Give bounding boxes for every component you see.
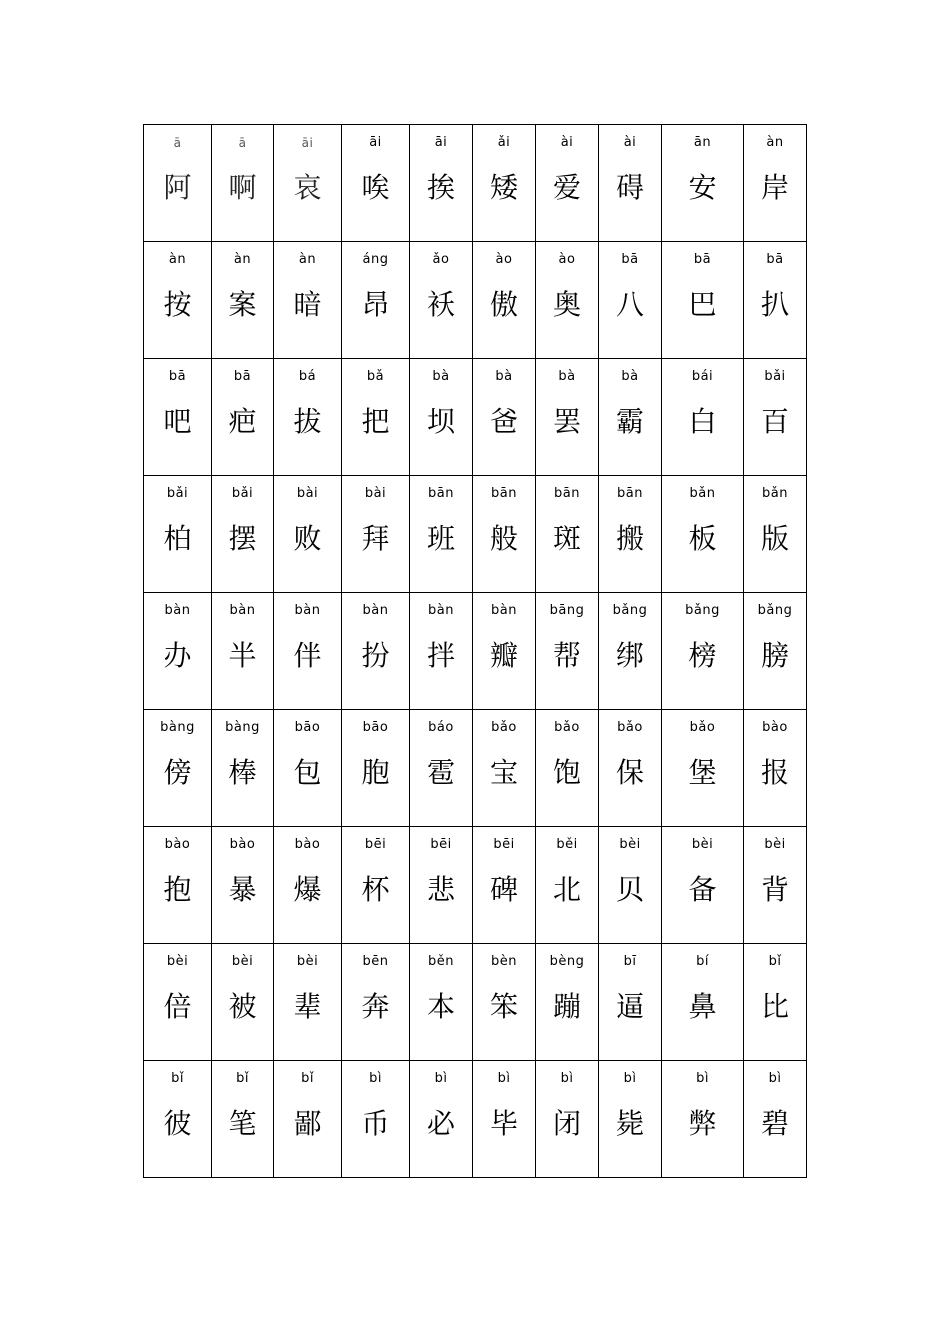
hanzi-character: 搬 <box>615 522 644 555</box>
character-cell <box>342 944 410 1061</box>
hanzi-character: 绑 <box>615 639 644 672</box>
character-cell <box>212 1061 274 1178</box>
pinyin-label: bí <box>696 954 709 969</box>
hanzi-character: 岸 <box>760 171 789 204</box>
hanzi-character: 棒 <box>228 756 257 789</box>
pinyin-label: bàng <box>225 720 260 735</box>
hanzi-character: 蹦 <box>552 990 581 1023</box>
character-cell <box>410 359 473 476</box>
pinyin-label: bì <box>696 1071 709 1086</box>
pinyin-label: bì <box>768 1071 782 1086</box>
pinyin-label: bà <box>558 369 576 384</box>
character-cell <box>144 1061 212 1178</box>
hanzi-character: 比 <box>760 990 789 1023</box>
character-cell <box>274 242 342 359</box>
hanzi-character: 帮 <box>552 639 581 672</box>
character-cell <box>536 593 599 710</box>
hanzi-character: 坝 <box>426 405 455 438</box>
character-cell <box>662 1061 744 1178</box>
pinyin-label: bào <box>294 837 321 852</box>
table-row <box>144 593 807 710</box>
character-cell <box>410 827 473 944</box>
character-cell <box>410 710 473 827</box>
hanzi-character: 班 <box>426 522 455 555</box>
character-cell <box>599 476 662 593</box>
pinyin-label: bèi <box>166 954 189 969</box>
hanzi-character: 被 <box>228 990 257 1023</box>
hanzi-character: 吧 <box>163 405 192 438</box>
pinyin-label: bǎ <box>366 369 385 384</box>
character-cell <box>536 1061 599 1178</box>
pinyin-label: bá <box>298 369 317 384</box>
pinyin-label: bā <box>621 252 639 267</box>
character-cell <box>212 359 274 476</box>
character-cell <box>744 476 807 593</box>
character-cell <box>662 710 744 827</box>
character-cell <box>410 476 473 593</box>
hanzi-character: 霸 <box>615 405 644 438</box>
hanzi-character: 傲 <box>489 288 518 321</box>
table-row <box>144 476 807 593</box>
hanzi-character: 把 <box>361 405 390 438</box>
hanzi-character: 唉 <box>361 171 390 204</box>
pinyin-label: bǐ <box>236 1071 249 1086</box>
pinyin-label: bà <box>432 369 450 384</box>
hanzi-character: 办 <box>163 639 192 672</box>
character-cell <box>144 242 212 359</box>
pinyin-label: bǐ <box>301 1071 314 1086</box>
hanzi-character: 杯 <box>361 873 390 906</box>
pinyin-label: bā <box>766 252 784 267</box>
character-cell <box>212 242 274 359</box>
pinyin-label: bǎo <box>554 720 580 735</box>
pinyin-label: bào <box>229 837 256 852</box>
pinyin-label: bāo <box>294 720 321 735</box>
character-cell <box>342 359 410 476</box>
pinyin-label: bǎi <box>166 486 189 501</box>
pinyin-label: bèi <box>619 837 641 852</box>
hanzi-character: 榜 <box>688 639 717 672</box>
hanzi-character: 奔 <box>361 990 390 1023</box>
hanzi-character: 倍 <box>163 990 192 1023</box>
pinyin-label: bǎo <box>491 720 517 735</box>
pinyin-label: bān <box>491 486 517 501</box>
hanzi-character: 本 <box>426 990 455 1023</box>
pinyin-label: bà <box>621 369 639 384</box>
pinyin-label: bā <box>693 252 712 267</box>
pinyin-label: bàn <box>362 603 389 618</box>
pinyin-label: àn <box>168 252 187 267</box>
hanzi-character: 矮 <box>489 171 518 204</box>
character-cell <box>744 125 807 242</box>
character-cell <box>342 242 410 359</box>
pinyin-label: bāo <box>362 720 389 735</box>
pinyin-label: bà <box>495 369 513 384</box>
hanzi-character: 彼 <box>163 1107 192 1140</box>
character-cell <box>744 242 807 359</box>
character-cell <box>342 125 410 242</box>
character-cell <box>274 476 342 593</box>
hanzi-character: 堡 <box>688 756 717 789</box>
hanzi-character: 傍 <box>163 756 192 789</box>
character-cell <box>410 944 473 1061</box>
character-cell <box>144 827 212 944</box>
pinyin-label: bǐ <box>768 954 782 969</box>
pinyin-label: ǎo <box>432 252 450 267</box>
hanzi-character: 悲 <box>426 873 455 906</box>
pinyin-label: àn <box>298 252 317 267</box>
character-cell <box>473 242 536 359</box>
hanzi-character: 八 <box>615 288 644 321</box>
character-cell <box>662 593 744 710</box>
pinyin-label: bì <box>434 1071 448 1086</box>
pinyin-label: ào <box>495 252 513 267</box>
pinyin-label: bèi <box>691 837 714 852</box>
character-cell <box>144 710 212 827</box>
character-cell <box>744 593 807 710</box>
pinyin-label: āi <box>369 135 382 150</box>
hanzi-character: 罢 <box>552 405 581 438</box>
hanzi-character: 拌 <box>426 639 455 672</box>
hanzi-character: 笔 <box>228 1107 257 1140</box>
character-cell <box>212 827 274 944</box>
character-cell <box>410 125 473 242</box>
pinyin-label: bǎi <box>764 369 786 384</box>
pinyin-label: bèn <box>491 954 517 969</box>
pinyin-label: bàn <box>294 603 321 618</box>
pinyin-label: bǎng <box>685 603 720 618</box>
character-cell <box>744 827 807 944</box>
character-cell <box>536 359 599 476</box>
hanzi-character: 般 <box>489 522 518 555</box>
hanzi-character: 毙 <box>615 1107 644 1140</box>
hanzi-character: 爱 <box>552 171 581 204</box>
table-row <box>144 827 807 944</box>
character-cell <box>144 944 212 1061</box>
character-cell <box>410 1061 473 1178</box>
hanzi-character: 瓣 <box>489 639 518 672</box>
pinyin-label: bān <box>554 486 580 501</box>
hanzi-character: 贝 <box>615 873 644 906</box>
hanzi-character: 闭 <box>552 1107 581 1140</box>
hanzi-character: 逼 <box>615 990 644 1023</box>
character-cell <box>599 125 662 242</box>
hanzi-character: 疤 <box>228 405 257 438</box>
character-cell <box>536 125 599 242</box>
character-cell <box>599 359 662 476</box>
pinyin-label: bāng <box>549 603 585 618</box>
hanzi-character: 拔 <box>293 405 322 438</box>
hanzi-character: 柏 <box>163 522 192 555</box>
table-row <box>144 359 807 476</box>
character-cell <box>410 242 473 359</box>
hanzi-character: 胞 <box>361 756 390 789</box>
pinyin-label: bēi <box>430 837 452 852</box>
character-cell <box>744 359 807 476</box>
table-row <box>144 710 807 827</box>
pinyin-label: bài <box>296 486 319 501</box>
character-cell <box>662 359 744 476</box>
hanzi-character: 笨 <box>489 990 518 1023</box>
hanzi-character: 版 <box>760 522 789 555</box>
pinyin-label: áng <box>362 252 389 267</box>
pinyin-label: bàn <box>428 603 454 618</box>
hanzi-character: 扒 <box>760 288 789 321</box>
character-cell <box>744 1061 807 1178</box>
character-cell <box>536 476 599 593</box>
character-cell <box>473 710 536 827</box>
pinyin-label: bǎng <box>612 603 648 618</box>
character-cell <box>599 242 662 359</box>
pinyin-label: bēi <box>364 837 387 852</box>
hanzi-character: 碧 <box>760 1107 789 1140</box>
table-row <box>144 242 807 359</box>
hanzi-character: 抱 <box>163 873 192 906</box>
character-cell <box>212 593 274 710</box>
hanzi-character: 案 <box>228 288 257 321</box>
pinyin-character-table <box>143 124 807 1178</box>
character-cell <box>473 359 536 476</box>
character-cell <box>473 1061 536 1178</box>
pinyin-label: ào <box>558 252 576 267</box>
hanzi-character: 宝 <box>489 756 518 789</box>
character-cell <box>144 476 212 593</box>
hanzi-character: 摆 <box>228 522 257 555</box>
pinyin-label: bǎng <box>757 603 793 618</box>
pinyin-label: bǎi <box>231 486 254 501</box>
character-cell <box>274 593 342 710</box>
hanzi-character: 伴 <box>293 639 322 672</box>
hanzi-character: 奥 <box>552 288 581 321</box>
character-cell <box>274 710 342 827</box>
pinyin-label: bān <box>428 486 454 501</box>
hanzi-character: 爆 <box>293 873 322 906</box>
hanzi-character: 辈 <box>293 990 322 1023</box>
hanzi-character: 包 <box>293 756 322 789</box>
hanzi-character: 扮 <box>361 639 390 672</box>
hanzi-character: 按 <box>163 288 192 321</box>
hanzi-character: 袄 <box>426 288 455 321</box>
character-cell <box>342 593 410 710</box>
pinyin-label: bì <box>560 1071 574 1086</box>
character-cell <box>274 1061 342 1178</box>
character-cell <box>342 827 410 944</box>
hanzi-character: 饱 <box>552 756 581 789</box>
pinyin-label: bèi <box>231 954 254 969</box>
pinyin-label: běn <box>428 954 454 969</box>
hanzi-character: 碑 <box>489 873 518 906</box>
character-cell <box>473 827 536 944</box>
character-cell <box>473 125 536 242</box>
character-cell <box>274 125 342 242</box>
hanzi-character: 膀 <box>760 639 789 672</box>
table-row <box>144 944 807 1061</box>
pinyin-label: bào <box>762 720 788 735</box>
pinyin-label: bēi <box>493 837 515 852</box>
pinyin-label: āi <box>434 135 448 150</box>
pinyin-label: ān <box>693 135 712 150</box>
hanzi-character: 鄙 <box>293 1107 322 1140</box>
character-cell <box>212 944 274 1061</box>
hanzi-character: 拜 <box>361 522 390 555</box>
pinyin-label: ǎi <box>497 135 511 150</box>
pinyin-label: bèi <box>764 837 786 852</box>
hanzi-character: 哀 <box>293 171 322 204</box>
character-cell <box>536 242 599 359</box>
character-cell <box>342 710 410 827</box>
hanzi-character: 鼻 <box>688 990 717 1023</box>
pinyin-label: bào <box>164 837 191 852</box>
character-cell <box>473 944 536 1061</box>
hanzi-character: 败 <box>293 522 322 555</box>
pinyin-label: báo <box>428 720 454 735</box>
character-cell <box>536 827 599 944</box>
pinyin-label: bǎo <box>689 720 716 735</box>
character-cell <box>599 827 662 944</box>
pinyin-label: ā <box>238 136 247 150</box>
character-cell <box>662 476 744 593</box>
character-cell <box>274 944 342 1061</box>
character-cell <box>144 593 212 710</box>
pinyin-label: bàn <box>229 603 256 618</box>
character-cell <box>599 1061 662 1178</box>
pinyin-label: bān <box>617 486 643 501</box>
character-cell <box>536 710 599 827</box>
character-cell <box>536 944 599 1061</box>
hanzi-character: 阿 <box>163 171 192 204</box>
character-cell <box>212 710 274 827</box>
character-cell <box>342 476 410 593</box>
hanzi-character: 报 <box>760 756 789 789</box>
hanzi-character: 北 <box>552 873 581 906</box>
character-cell <box>662 827 744 944</box>
table-body <box>144 125 807 1178</box>
pinyin-label: bā <box>233 369 252 384</box>
character-cell <box>144 359 212 476</box>
hanzi-character: 板 <box>688 522 717 555</box>
hanzi-character: 碍 <box>615 171 644 204</box>
pinyin-label: běi <box>556 837 578 852</box>
character-cell <box>212 125 274 242</box>
pinyin-label: bǎo <box>617 720 643 735</box>
hanzi-character: 爸 <box>489 405 518 438</box>
hanzi-character: 币 <box>361 1107 390 1140</box>
character-cell <box>212 476 274 593</box>
hanzi-character: 暗 <box>293 288 322 321</box>
hanzi-character: 背 <box>760 873 789 906</box>
hanzi-character: 必 <box>426 1107 455 1140</box>
character-cell <box>473 593 536 710</box>
pinyin-label: bì <box>369 1071 382 1086</box>
pinyin-label: bàng <box>160 720 195 735</box>
hanzi-character: 半 <box>228 639 257 672</box>
character-cell <box>274 827 342 944</box>
pinyin-label: bǎn <box>689 486 716 501</box>
character-cell <box>662 242 744 359</box>
hanzi-character: 暴 <box>228 873 257 906</box>
character-cell <box>662 125 744 242</box>
character-cell <box>144 125 212 242</box>
character-cell <box>410 593 473 710</box>
character-cell <box>662 944 744 1061</box>
pinyin-label: bì <box>497 1071 511 1086</box>
pinyin-label: bā <box>168 369 187 384</box>
hanzi-character: 弊 <box>688 1107 717 1140</box>
pinyin-label: bēn <box>362 954 389 969</box>
hanzi-character: 昂 <box>361 288 390 321</box>
pinyin-label: bàn <box>491 603 517 618</box>
character-cell <box>599 944 662 1061</box>
hanzi-character: 白 <box>688 405 717 438</box>
pinyin-label: àn <box>766 135 784 150</box>
pinyin-label: àn <box>233 252 252 267</box>
hanzi-character: 雹 <box>426 756 455 789</box>
character-cell <box>274 359 342 476</box>
hanzi-character: 斑 <box>552 522 581 555</box>
character-cell <box>744 710 807 827</box>
hanzi-character: 毕 <box>489 1107 518 1140</box>
pinyin-label: ài <box>623 135 637 150</box>
pinyin-label: bì <box>623 1071 637 1086</box>
pinyin-label: bàn <box>164 603 191 618</box>
pinyin-label: āi <box>301 136 314 150</box>
pinyin-label: ā <box>173 136 182 150</box>
character-cell <box>342 1061 410 1178</box>
pinyin-label: bài <box>364 486 387 501</box>
table-row <box>144 125 807 242</box>
hanzi-character: 啊 <box>228 171 257 204</box>
character-cell <box>599 593 662 710</box>
pinyin-label: bī <box>623 954 637 969</box>
pinyin-label: bái <box>691 369 714 384</box>
pinyin-label: bǐ <box>171 1071 184 1086</box>
pinyin-label: bèng <box>549 954 585 969</box>
character-cell <box>599 710 662 827</box>
character-cell <box>744 944 807 1061</box>
pinyin-label: bǎn <box>762 486 788 501</box>
hanzi-character: 保 <box>615 756 644 789</box>
character-cell <box>473 476 536 593</box>
table-row <box>144 1061 807 1178</box>
hanzi-character: 备 <box>688 873 717 906</box>
pinyin-label: ài <box>560 135 574 150</box>
hanzi-character: 安 <box>688 171 717 204</box>
hanzi-character: 巴 <box>688 288 717 321</box>
pinyin-label: bèi <box>296 954 319 969</box>
hanzi-character: 百 <box>760 405 789 438</box>
hanzi-character: 挨 <box>426 171 455 204</box>
